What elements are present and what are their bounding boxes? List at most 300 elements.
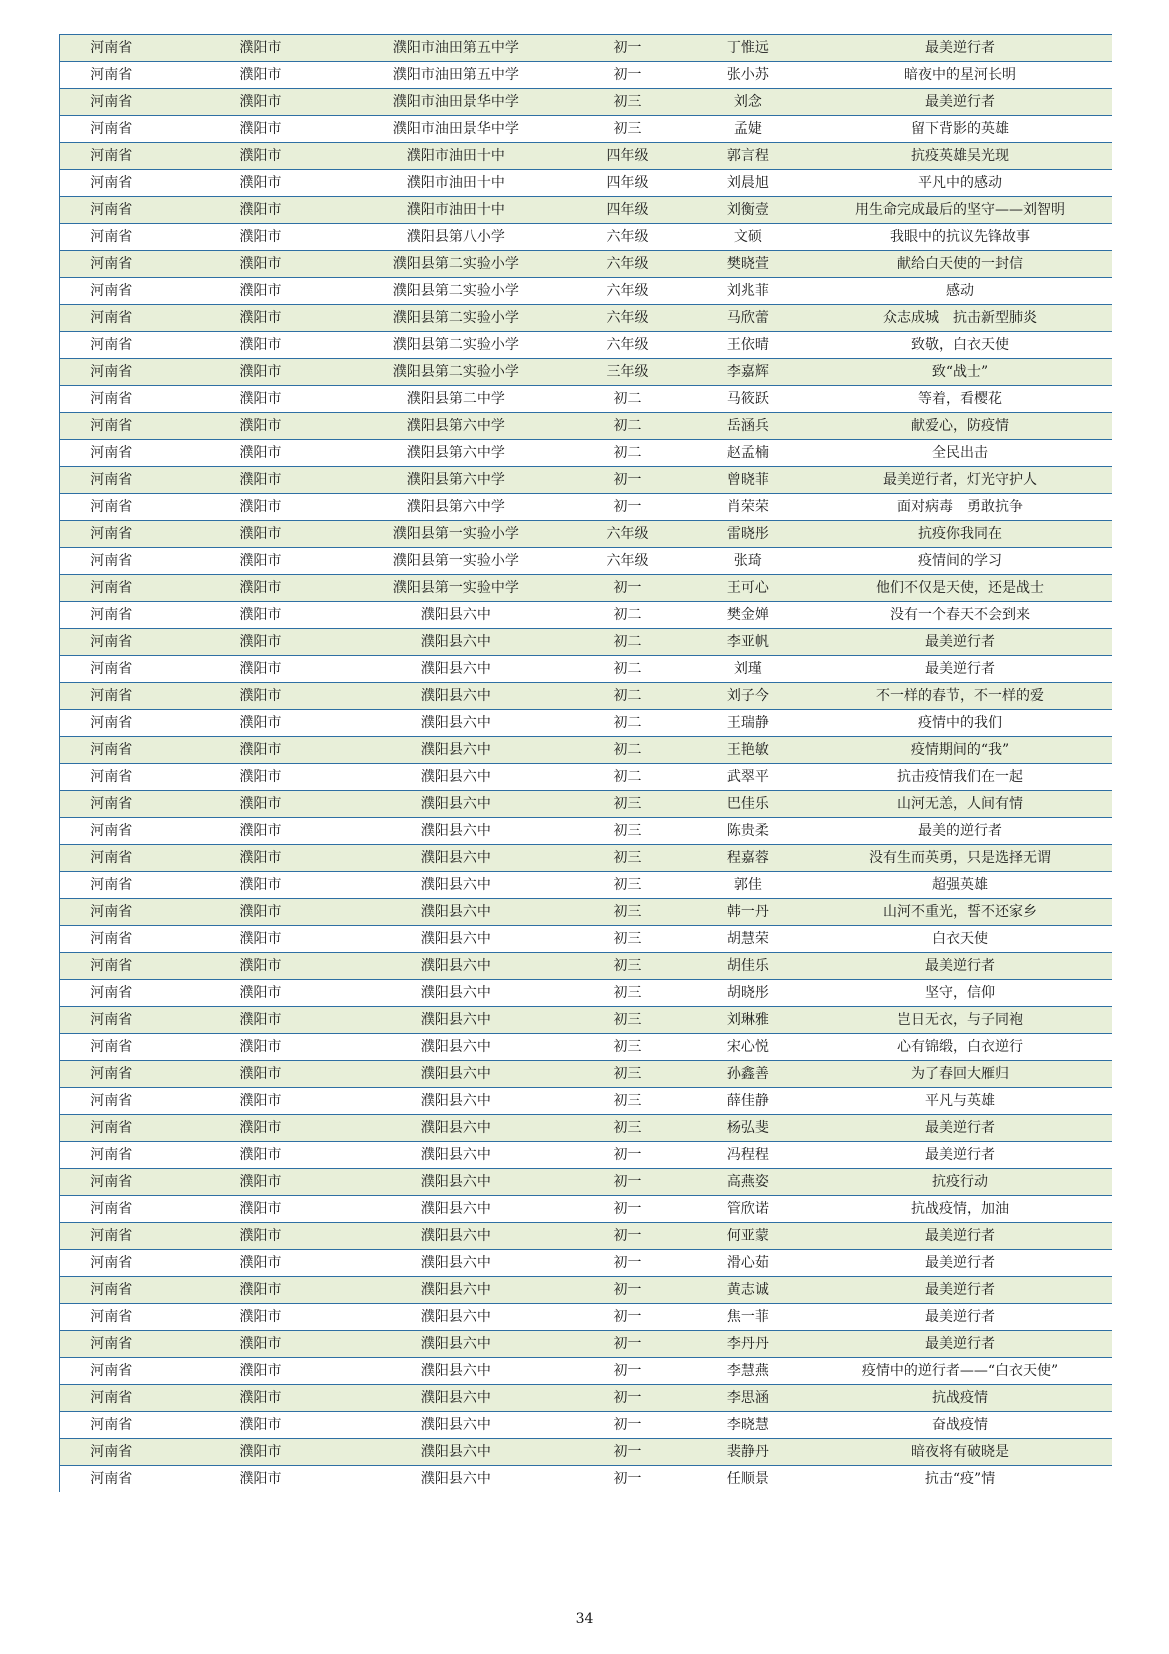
student-name-cell: 陈贵柔 <box>726 823 769 839</box>
city-cell: 濮阳市 <box>239 229 282 245</box>
student-name-cell: 王瑞静 <box>726 715 769 731</box>
province-cell: 河南省 <box>90 1039 133 1055</box>
table-row <box>60 1060 1112 1087</box>
table-row <box>60 439 1112 466</box>
grade-cell: 初一 <box>613 1336 642 1352</box>
table-row <box>60 520 1112 547</box>
essay-title-cell: 最美逆行者 <box>925 661 996 677</box>
school-cell: 濮阳县六中 <box>420 715 491 731</box>
table-row <box>60 1330 1112 1357</box>
essay-title-cell: 最美逆行者 <box>925 634 996 650</box>
table-row <box>60 979 1112 1006</box>
province-cell: 河南省 <box>90 796 133 812</box>
school-cell: 濮阳县第六中学 <box>406 418 505 434</box>
essay-title-cell: 抗疫英雄吴光现 <box>911 148 1010 164</box>
school-cell: 濮阳县六中 <box>420 1255 491 1271</box>
grade-cell: 初一 <box>613 499 642 515</box>
city-cell: 濮阳市 <box>239 1255 282 1271</box>
grade-cell: 初一 <box>613 1228 642 1244</box>
table-row <box>60 871 1112 898</box>
essay-title-cell: 心有锦缎，白衣逆行 <box>897 1039 1024 1055</box>
table-row <box>60 250 1112 277</box>
school-cell: 濮阳县第六中学 <box>406 472 505 488</box>
essay-title-cell: 致敬，白衣天使 <box>911 337 1010 353</box>
student-name-cell: 曾晓菲 <box>726 472 769 488</box>
province-cell: 河南省 <box>90 1363 133 1379</box>
grade-cell: 三年级 <box>606 364 649 380</box>
city-cell: 濮阳市 <box>239 1336 282 1352</box>
essay-title-cell: 坚守，信仰 <box>925 985 996 1001</box>
city-cell: 濮阳市 <box>239 823 282 839</box>
essay-title-cell: 献给白天使的一封信 <box>897 256 1024 272</box>
table-row <box>60 844 1112 871</box>
school-cell: 濮阳县六中 <box>420 1363 491 1379</box>
school-cell: 濮阳县第六中学 <box>406 445 505 461</box>
grade-cell: 初三 <box>613 931 642 947</box>
grade-cell: 初三 <box>613 1039 642 1055</box>
student-name-cell: 李丹丹 <box>726 1336 769 1352</box>
province-cell: 河南省 <box>90 958 133 974</box>
province-cell: 河南省 <box>90 1282 133 1298</box>
student-name-cell: 武翠平 <box>726 769 769 785</box>
student-name-cell: 管欣诺 <box>726 1201 769 1217</box>
city-cell: 濮阳市 <box>239 1228 282 1244</box>
essay-title-cell: 用生命完成最后的坚守——刘智明 <box>855 202 1066 218</box>
grade-cell: 初二 <box>613 418 642 434</box>
table-row <box>60 331 1112 358</box>
city-cell: 濮阳市 <box>239 418 282 434</box>
student-name-cell: 刘念 <box>733 94 762 110</box>
city-cell: 濮阳市 <box>239 364 282 380</box>
province-cell: 河南省 <box>90 499 133 515</box>
school-cell: 濮阳县第二实验小学 <box>392 364 519 380</box>
table-row <box>60 1195 1112 1222</box>
school-cell: 濮阳市油田景华中学 <box>392 121 519 137</box>
essay-title-cell: 没有生而英勇，只是选择无谓 <box>869 850 1052 866</box>
essay-title-cell: 没有一个春天不会到来 <box>890 607 1031 623</box>
essay-title-cell: 白衣天使 <box>932 931 989 947</box>
city-cell: 濮阳市 <box>239 931 282 947</box>
student-name-cell: 李亚帆 <box>726 634 769 650</box>
essay-title-cell: 岂日无衣，与子同袍 <box>897 1012 1024 1028</box>
table-row <box>60 412 1112 439</box>
table-row <box>60 1033 1112 1060</box>
student-name-cell: 胡慧荣 <box>726 931 769 947</box>
province-cell: 河南省 <box>90 877 133 893</box>
grade-cell: 初三 <box>613 904 642 920</box>
school-cell: 濮阳县六中 <box>420 1093 491 1109</box>
grade-cell: 初一 <box>613 1363 642 1379</box>
school-cell: 濮阳市油田十中 <box>406 175 505 191</box>
grade-cell: 初三 <box>613 1120 642 1136</box>
city-cell: 濮阳市 <box>239 499 282 515</box>
province-cell: 河南省 <box>90 1309 133 1325</box>
province-cell: 河南省 <box>90 1417 133 1433</box>
grade-cell: 初一 <box>613 1417 642 1433</box>
essay-title-cell: 抗击“疫”情 <box>924 1471 996 1487</box>
student-name-cell: 刘瑾 <box>733 661 762 677</box>
student-name-cell: 李晓慧 <box>726 1417 769 1433</box>
essay-title-cell: 留下背影的英雄 <box>911 121 1010 137</box>
school-cell: 濮阳县六中 <box>420 1282 491 1298</box>
essay-title-cell: 疫情间的学习 <box>918 553 1003 569</box>
city-cell: 濮阳市 <box>239 175 282 191</box>
table-row <box>60 115 1112 142</box>
grade-cell: 初二 <box>613 445 642 461</box>
city-cell: 濮阳市 <box>239 796 282 812</box>
essay-title-cell: 最美逆行者 <box>925 1120 996 1136</box>
school-cell: 濮阳县六中 <box>420 958 491 974</box>
student-name-cell: 裴静丹 <box>726 1444 769 1460</box>
school-cell: 濮阳市油田十中 <box>406 148 505 164</box>
city-cell: 濮阳市 <box>239 1039 282 1055</box>
table-row <box>60 736 1112 763</box>
student-name-cell: 黄志诚 <box>726 1282 769 1298</box>
grade-cell: 初二 <box>613 688 642 704</box>
student-name-cell: 张小苏 <box>726 67 769 83</box>
grade-cell: 六年级 <box>606 337 649 353</box>
grade-cell: 六年级 <box>606 310 649 326</box>
school-cell: 濮阳县六中 <box>420 1174 491 1190</box>
school-cell: 濮阳县六中 <box>420 1390 491 1406</box>
grade-cell: 六年级 <box>606 283 649 299</box>
city-cell: 濮阳市 <box>239 121 282 137</box>
province-cell: 河南省 <box>90 175 133 191</box>
essay-title-cell: 超强英雄 <box>932 877 989 893</box>
student-name-cell: 焦一菲 <box>726 1309 769 1325</box>
grade-cell: 初二 <box>613 634 642 650</box>
essay-title-cell: 奋战疫情 <box>932 1417 989 1433</box>
essay-title-cell: 抗疫行动 <box>932 1174 989 1190</box>
school-cell: 濮阳县六中 <box>420 850 491 866</box>
essay-title-cell: 最美逆行者 <box>925 1336 996 1352</box>
essay-title-cell: 致“战士” <box>931 364 989 380</box>
school-cell: 濮阳县六中 <box>420 1147 491 1163</box>
province-cell: 河南省 <box>90 634 133 650</box>
essay-title-cell: 面对病毒 勇敢抗争 <box>897 499 1024 515</box>
province-cell: 河南省 <box>90 1120 133 1136</box>
table-row <box>60 1465 1112 1492</box>
province-cell: 河南省 <box>90 1336 133 1352</box>
school-cell: 濮阳县六中 <box>420 1444 491 1460</box>
essay-title-cell: 疫情期间的“我” <box>910 742 1010 758</box>
table-row <box>60 466 1112 493</box>
student-name-cell: 丁惟远 <box>726 40 769 56</box>
essay-title-cell: 我眼中的抗议先锋故事 <box>890 229 1031 245</box>
province-cell: 河南省 <box>90 769 133 785</box>
school-cell: 濮阳县六中 <box>420 1201 491 1217</box>
grade-cell: 初二 <box>613 715 642 731</box>
table-row <box>60 142 1112 169</box>
grade-cell: 六年级 <box>606 256 649 272</box>
essay-title-cell: 最美逆行者 <box>925 1255 996 1271</box>
grade-cell: 初三 <box>613 1093 642 1109</box>
essay-title-cell: 最美逆行者 <box>925 40 996 56</box>
school-cell: 濮阳市油田第五中学 <box>392 67 519 83</box>
table-row <box>60 169 1112 196</box>
essay-title-cell: 最美逆行者 <box>925 94 996 110</box>
province-cell: 河南省 <box>90 94 133 110</box>
province-cell: 河南省 <box>90 1012 133 1028</box>
province-cell: 河南省 <box>90 526 133 542</box>
essay-title-cell: 等着，看樱花 <box>918 391 1003 407</box>
city-cell: 濮阳市 <box>239 1444 282 1460</box>
province-cell: 河南省 <box>90 148 133 164</box>
city-cell: 濮阳市 <box>239 472 282 488</box>
province-cell: 河南省 <box>90 256 133 272</box>
city-cell: 濮阳市 <box>239 715 282 731</box>
school-cell: 濮阳县六中 <box>420 796 491 812</box>
school-cell: 濮阳县六中 <box>420 823 491 839</box>
grade-cell: 四年级 <box>606 175 649 191</box>
school-cell: 濮阳县六中 <box>420 1039 491 1055</box>
table-row <box>60 709 1112 736</box>
grade-cell: 初二 <box>613 391 642 407</box>
grade-cell: 初三 <box>613 958 642 974</box>
school-cell: 濮阳县第一实验中学 <box>392 580 519 596</box>
school-cell: 濮阳县第二实验小学 <box>392 337 519 353</box>
province-cell: 河南省 <box>90 553 133 569</box>
table-row <box>60 1168 1112 1195</box>
table-row <box>60 304 1112 331</box>
province-cell: 河南省 <box>90 904 133 920</box>
grade-cell: 四年级 <box>606 148 649 164</box>
school-cell: 濮阳县六中 <box>420 688 491 704</box>
student-name-cell: 胡晓彤 <box>726 985 769 1001</box>
table-row <box>60 1141 1112 1168</box>
school-cell: 濮阳县六中 <box>420 1120 491 1136</box>
essay-title-cell: 疫情中的我们 <box>918 715 1003 731</box>
student-name-cell: 高燕姿 <box>726 1174 769 1190</box>
student-name-cell: 王依晴 <box>726 337 769 353</box>
province-cell: 河南省 <box>90 1147 133 1163</box>
table-row <box>60 385 1112 412</box>
student-name-cell: 胡佳乐 <box>726 958 769 974</box>
grade-cell: 初一 <box>613 1201 642 1217</box>
essay-title-cell: 平凡与英雄 <box>925 1093 996 1109</box>
province-cell: 河南省 <box>90 364 133 380</box>
city-cell: 濮阳市 <box>239 445 282 461</box>
student-name-cell: 宋心悦 <box>726 1039 769 1055</box>
essay-title-cell: 他们不仅是天使，还是战士 <box>876 580 1045 596</box>
city-cell: 濮阳市 <box>239 337 282 353</box>
grade-cell: 初一 <box>613 1255 642 1271</box>
city-cell: 濮阳市 <box>239 553 282 569</box>
table-row <box>60 925 1112 952</box>
grade-cell: 初二 <box>613 742 642 758</box>
student-name-cell: 刘琳雅 <box>726 1012 769 1028</box>
grade-cell: 初一 <box>613 472 642 488</box>
province-cell: 河南省 <box>90 985 133 1001</box>
school-cell: 濮阳县六中 <box>420 661 491 677</box>
province-cell: 河南省 <box>90 850 133 866</box>
grade-cell: 六年级 <box>606 553 649 569</box>
city-cell: 濮阳市 <box>239 985 282 1001</box>
essay-title-cell: 最美逆行者 <box>925 1147 996 1163</box>
grade-cell: 初一 <box>613 67 642 83</box>
city-cell: 濮阳市 <box>239 1120 282 1136</box>
student-name-cell: 马欣蕾 <box>726 310 769 326</box>
city-cell: 濮阳市 <box>239 1282 282 1298</box>
essay-title-cell: 感动 <box>946 283 975 299</box>
table-row <box>60 790 1112 817</box>
essay-title-cell: 抗疫你我同在 <box>918 526 1003 542</box>
province-cell: 河南省 <box>90 580 133 596</box>
city-cell: 濮阳市 <box>239 1390 282 1406</box>
province-cell: 河南省 <box>90 283 133 299</box>
table-row <box>60 1276 1112 1303</box>
table-row <box>60 1357 1112 1384</box>
student-name-cell: 王艳敏 <box>726 742 769 758</box>
grade-cell: 初一 <box>613 1282 642 1298</box>
essay-title-cell: 全民出击 <box>932 445 989 461</box>
table-row <box>60 1411 1112 1438</box>
school-cell: 濮阳县六中 <box>420 742 491 758</box>
student-name-cell: 刘晨旭 <box>726 175 769 191</box>
school-cell: 濮阳县六中 <box>420 904 491 920</box>
essay-title-cell: 为了春回大雁归 <box>911 1066 1010 1082</box>
table-row <box>60 655 1112 682</box>
province-cell: 河南省 <box>90 310 133 326</box>
student-name-cell: 任顺景 <box>726 1471 769 1487</box>
student-name-cell: 孟婕 <box>733 121 762 137</box>
school-cell: 濮阳县六中 <box>420 1228 491 1244</box>
student-name-cell: 杨弘斐 <box>726 1120 769 1136</box>
city-cell: 濮阳市 <box>239 1147 282 1163</box>
school-cell: 濮阳县六中 <box>420 1417 491 1433</box>
city-cell: 濮阳市 <box>239 634 282 650</box>
province-cell: 河南省 <box>90 715 133 731</box>
province-cell: 河南省 <box>90 1093 133 1109</box>
school-cell: 濮阳市油田十中 <box>406 202 505 218</box>
province-cell: 河南省 <box>90 823 133 839</box>
essay-title-cell: 最美逆行者，灯光守护人 <box>883 472 1038 488</box>
student-name-cell: 文硕 <box>733 229 762 245</box>
essay-title-cell: 众志成城 抗击新型肺炎 <box>883 310 1038 326</box>
table-row <box>60 277 1112 304</box>
table-row <box>60 1006 1112 1033</box>
essay-title-cell: 献爱心，防疫情 <box>911 418 1010 434</box>
city-cell: 濮阳市 <box>239 94 282 110</box>
province-cell: 河南省 <box>90 67 133 83</box>
school-cell: 濮阳县第二实验小学 <box>392 283 519 299</box>
city-cell: 濮阳市 <box>239 1012 282 1028</box>
city-cell: 濮阳市 <box>239 1174 282 1190</box>
city-cell: 濮阳市 <box>239 40 282 56</box>
province-cell: 河南省 <box>90 1255 133 1271</box>
page-number: 34 <box>575 1611 594 1627</box>
city-cell: 濮阳市 <box>239 1363 282 1379</box>
student-name-cell: 岳涵兵 <box>726 418 769 434</box>
student-name-cell: 刘兆菲 <box>726 283 769 299</box>
student-name-cell: 李嘉辉 <box>726 364 769 380</box>
student-name-cell: 雷晓彤 <box>726 526 769 542</box>
city-cell: 濮阳市 <box>239 580 282 596</box>
table-row <box>60 682 1112 709</box>
province-cell: 河南省 <box>90 931 133 947</box>
essay-title-cell: 最美逆行者 <box>925 1309 996 1325</box>
student-name-cell: 何亚蒙 <box>726 1228 769 1244</box>
table-row <box>60 196 1112 223</box>
school-cell: 濮阳县第八小学 <box>406 229 505 245</box>
grade-cell: 初三 <box>613 877 642 893</box>
province-cell: 河南省 <box>90 1066 133 1082</box>
province-cell: 河南省 <box>90 742 133 758</box>
city-cell: 濮阳市 <box>239 526 282 542</box>
grade-cell: 初一 <box>613 1174 642 1190</box>
city-cell: 濮阳市 <box>239 688 282 704</box>
city-cell: 濮阳市 <box>239 742 282 758</box>
city-cell: 濮阳市 <box>239 1471 282 1487</box>
student-name-cell: 李思涵 <box>726 1390 769 1406</box>
essay-title-cell: 最美逆行者 <box>925 1228 996 1244</box>
grade-cell: 初二 <box>613 769 642 785</box>
grade-cell: 六年级 <box>606 229 649 245</box>
essay-title-cell: 暗夜将有破晓是 <box>911 1444 1010 1460</box>
table-row <box>60 817 1112 844</box>
essay-title-cell: 疫情中的逆行者——“白衣天使” <box>861 1363 1059 1379</box>
school-cell: 濮阳县六中 <box>420 1066 491 1082</box>
school-cell: 濮阳县六中 <box>420 769 491 785</box>
city-cell: 濮阳市 <box>239 202 282 218</box>
grade-cell: 初三 <box>613 121 642 137</box>
grade-cell: 初一 <box>613 1390 642 1406</box>
essay-title-cell: 暗夜中的星河长明 <box>904 67 1017 83</box>
table-row <box>60 34 1112 61</box>
school-cell: 濮阳市油田景华中学 <box>392 94 519 110</box>
grade-cell: 初三 <box>613 985 642 1001</box>
city-cell: 濮阳市 <box>239 310 282 326</box>
essay-title-cell: 山河无恙，人间有情 <box>897 796 1024 812</box>
city-cell: 濮阳市 <box>239 958 282 974</box>
grade-cell: 初三 <box>613 823 642 839</box>
province-cell: 河南省 <box>90 1228 133 1244</box>
province-cell: 河南省 <box>90 661 133 677</box>
city-cell: 濮阳市 <box>239 1093 282 1109</box>
province-cell: 河南省 <box>90 1444 133 1460</box>
city-cell: 濮阳市 <box>239 283 282 299</box>
province-cell: 河南省 <box>90 688 133 704</box>
table-row <box>60 493 1112 520</box>
school-cell: 濮阳县第一实验小学 <box>392 553 519 569</box>
student-name-cell: 马筱跃 <box>726 391 769 407</box>
province-cell: 河南省 <box>90 418 133 434</box>
school-cell: 濮阳县六中 <box>420 607 491 623</box>
grade-cell: 初一 <box>613 40 642 56</box>
province-cell: 河南省 <box>90 121 133 137</box>
school-cell: 濮阳县六中 <box>420 1309 491 1325</box>
grade-cell: 初一 <box>613 1444 642 1460</box>
province-cell: 河南省 <box>90 391 133 407</box>
grade-cell: 初一 <box>613 1309 642 1325</box>
essay-title-cell: 抗击疫情我们在一起 <box>897 769 1024 785</box>
grade-cell: 初三 <box>613 1066 642 1082</box>
student-name-cell: 冯程程 <box>726 1147 769 1163</box>
student-name-cell: 樊晓萱 <box>726 256 769 272</box>
student-name-cell: 樊金婵 <box>726 607 769 623</box>
student-name-cell: 张琦 <box>733 553 762 569</box>
school-cell: 濮阳县六中 <box>420 1336 491 1352</box>
student-name-cell: 肖荣荣 <box>726 499 769 515</box>
province-cell: 河南省 <box>90 1174 133 1190</box>
table-row <box>60 1438 1112 1465</box>
school-cell: 濮阳县第六中学 <box>406 499 505 515</box>
grade-cell: 初一 <box>613 1147 642 1163</box>
table-row <box>60 763 1112 790</box>
table-row <box>60 1384 1112 1411</box>
province-cell: 河南省 <box>90 229 133 245</box>
table-row <box>60 601 1112 628</box>
